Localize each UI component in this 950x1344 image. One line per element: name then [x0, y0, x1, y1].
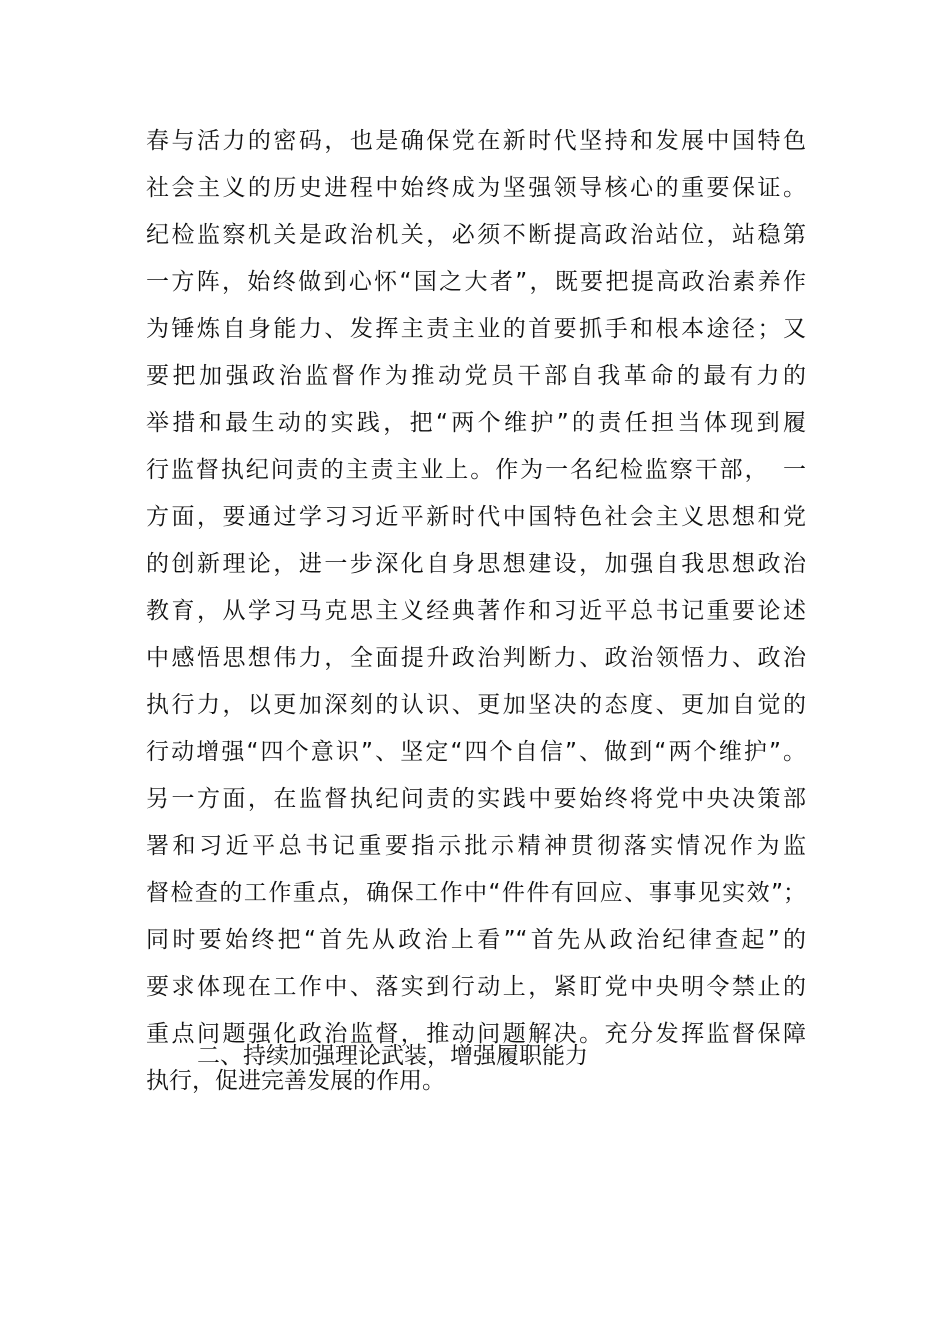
paragraph-line: 要把加强政治监督作为推动党员干部自我革命的最有力的: [146, 363, 806, 389]
paragraph-line: 中感悟思想伟力，全面提升政治判断力、政治领悟力、政治: [146, 645, 806, 671]
paragraph-line: 行监督执纪问责的主责主业上。作为一名纪检监察干部， 一: [146, 457, 806, 483]
paragraph-line: 执行力，以更加深刻的认识、更加坚决的态度、更加自觉的: [146, 692, 806, 718]
paragraph-line: 行动增强“四个意识”、坚定“四个自信”、做到“两个维护”。: [146, 739, 806, 765]
paragraph-line: 另一方面，在监督执纪问责的实践中要始终将党中央决策部: [146, 786, 806, 812]
paragraph-line: 方面，要通过学习习近平新时代中国特色社会主义思想和党: [146, 504, 806, 530]
paragraph-line: 举措和最生动的实践，把“两个维护”的责任担当体现到履: [146, 410, 806, 436]
paragraph-line: 重点问题强化政治监督，推动问题解决。充分发挥监督保障: [146, 1021, 806, 1047]
paragraph-line: 纪检监察机关是政治机关，必须不断提高政治站位，站稳第: [146, 222, 806, 248]
paragraph-line: 督检查的工作重点，确保工作中“件件有回应、事事见实效”；: [146, 880, 806, 906]
section-heading: 二、持续加强理论武装，增强履职能力: [197, 1043, 588, 1069]
paragraph-line: 社会主义的历史进程中始终成为坚强领导核心的重要保证。: [146, 175, 806, 201]
paragraph-line: 执行，促进完善发展的作用。: [146, 1068, 445, 1094]
body-paragraph: [146, 118, 806, 1105]
paragraph-line: 教育，从学习马克思主义经典著作和习近平总书记重要论述: [146, 598, 806, 624]
paragraph-line: 要求体现在工作中、落实到行动上，紧盯党中央明令禁止的: [146, 974, 806, 1000]
paragraph-line: 的创新理论，进一步深化自身思想建设，加强自我思想政治: [146, 551, 806, 577]
paragraph-line: 同时要始终把“首先从政治上看”“首先从政治纪律查起”的: [146, 927, 806, 953]
paragraph-line: 一方阵，始终做到心怀“国之大者”，既要把提高政治素养作: [146, 269, 806, 295]
paragraph-line: 为锤炼自身能力、发挥主责主业的首要抓手和根本途径；又: [146, 316, 806, 342]
paragraph-line: 署和习近平总书记重要指示批示精神贯彻落实情况作为监: [146, 833, 806, 859]
paragraph-line: 春与活力的密码，也是确保党在新时代坚持和发展中国特色: [146, 128, 806, 154]
